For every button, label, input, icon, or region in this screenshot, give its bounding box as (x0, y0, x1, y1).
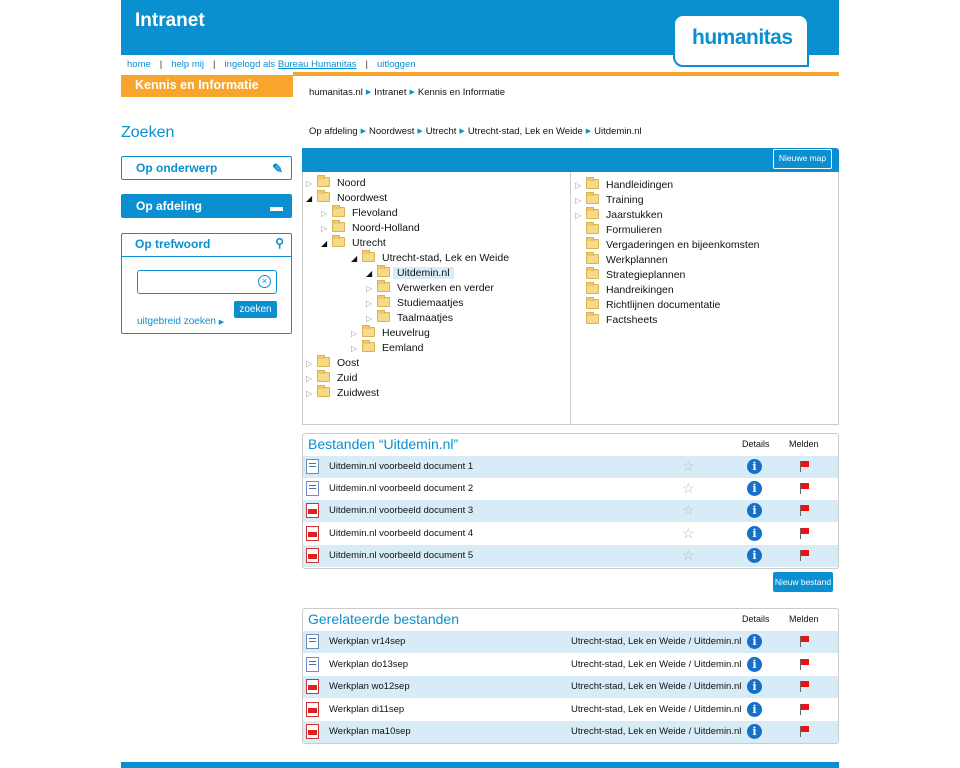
advanced-search-link[interactable] (137, 316, 224, 327)
file-name[interactable]: Uitdemin.nl voorbeeld document 5 (329, 550, 474, 561)
tree-node-label: Utrecht-stad, Lek en Weide (382, 252, 510, 264)
breadcrumb-link[interactable]: Intranet (374, 87, 407, 98)
pdf-icon (306, 503, 319, 518)
expand-arrow-icon[interactable]: ▷ (306, 389, 313, 398)
info-icon[interactable]: i (747, 724, 762, 739)
pdf-icon (306, 548, 319, 563)
path-segment[interactable]: Utrecht (425, 126, 457, 137)
file-location[interactable]: Utrecht-stad, Lek en Weide / Uitdemin.nl (571, 704, 742, 715)
tree-node-label: Eemland (382, 342, 424, 354)
folder-icon (317, 177, 330, 187)
new-folder-button[interactable]: Nieuwe map (773, 149, 832, 169)
folder-icon (317, 372, 330, 382)
files-title: Bestanden “Uitdemin.nl” (308, 436, 459, 452)
folder-item-label: Strategieplannen (606, 269, 686, 281)
nav-help-link[interactable]: help mij (171, 59, 204, 70)
tree-node[interactable] (351, 341, 423, 356)
folder-icon (377, 267, 390, 277)
search-by-keyword-label: Op trefwoord (135, 237, 211, 251)
tree-node[interactable] (351, 251, 509, 266)
expand-arrow-icon[interactable]: ▷ (321, 209, 328, 218)
path-segment[interactable]: Noordwest (368, 126, 415, 137)
folder-icon (332, 222, 345, 232)
flag-icon[interactable] (800, 528, 810, 539)
folder-item-label: Training (606, 194, 644, 206)
panel-divider (570, 172, 571, 425)
collapse-arrow-icon[interactable]: ◢ (321, 239, 328, 248)
nav-home-link[interactable]: home (127, 59, 151, 70)
doc-icon (306, 657, 319, 672)
doc-icon (306, 481, 319, 496)
doc-icon (306, 634, 319, 649)
tree-node-label: Studiemaatjes (397, 297, 464, 309)
flag-icon[interactable] (800, 505, 810, 516)
folder-icon (377, 312, 390, 322)
info-icon[interactable]: i (747, 459, 762, 474)
breadcrumb-arrow-icon: ▶ (409, 89, 415, 96)
tree-node[interactable] (306, 371, 357, 386)
tree-node-label: Flevoland (352, 207, 398, 219)
top-nav (127, 59, 416, 70)
file-row[interactable] (303, 523, 838, 545)
flag-icon[interactable] (800, 636, 810, 647)
folder-item[interactable] (575, 208, 663, 223)
expand-arrow-icon[interactable]: ▷ (306, 179, 313, 188)
search-by-subject-label: Op onderwerp (136, 161, 218, 175)
tree-node[interactable] (351, 326, 430, 341)
folder-item[interactable] (575, 268, 685, 283)
info-icon[interactable]: i (747, 679, 762, 694)
info-icon[interactable]: i (747, 702, 762, 717)
folder-icon (586, 269, 599, 279)
folder-item-label: Factsheets (606, 314, 658, 326)
breadcrumb-arrow-icon: ▶ (365, 89, 372, 96)
folder-item[interactable] (575, 253, 668, 268)
star-icon[interactable]: ☆ (682, 547, 695, 563)
expand-arrow-icon[interactable]: ▷ (351, 344, 358, 353)
related-col-details: Details (742, 614, 770, 624)
pencil-icon: ✎ (272, 161, 283, 176)
expand-arrow-icon[interactable]: ▷ (351, 329, 358, 338)
folder-item-label: Handleidingen (606, 179, 674, 191)
file-name[interactable]: Werkplan do13sep (329, 659, 409, 670)
collapse-arrow-icon[interactable]: ◢ (366, 269, 373, 278)
tree-node[interactable] (321, 206, 398, 221)
related-row[interactable] (303, 676, 838, 698)
nav-separator: | (365, 59, 368, 70)
tree-node-label: Heuvelrug (382, 327, 430, 339)
related-row[interactable] (303, 699, 838, 721)
tree-node[interactable] (366, 296, 464, 311)
folder-icon (586, 284, 599, 294)
file-name[interactable]: Uitdemin.nl voorbeeld document 2 (329, 483, 474, 494)
tree-node[interactable] (306, 191, 387, 206)
files-col-report: Melden (789, 439, 819, 449)
related-col-report: Melden (789, 614, 819, 624)
search-by-department-label: Op afdeling (136, 199, 202, 213)
folder-item[interactable] (575, 223, 662, 238)
tree-node-selected[interactable] (366, 266, 454, 281)
folder-icon (377, 282, 390, 292)
tree-node[interactable] (321, 221, 420, 236)
tree-node-label: Verwerken en verder (397, 282, 494, 294)
file-name[interactable]: Uitdemin.nl voorbeeld document 3 (329, 505, 474, 516)
nav-logout-link[interactable]: uitloggen (376, 59, 416, 70)
folder-item[interactable] (575, 313, 657, 328)
related-row[interactable] (303, 631, 838, 653)
footer-bar (121, 762, 839, 768)
expand-arrow-icon[interactable]: ▷ (306, 359, 313, 368)
pdf-icon (306, 724, 319, 739)
folder-icon (332, 237, 345, 247)
tree-node-label: Noord (337, 177, 366, 189)
folder-icon (332, 207, 345, 217)
file-row[interactable] (303, 456, 838, 478)
path-arrow-icon: ▶ (585, 128, 592, 135)
tree-node[interactable] (366, 311, 453, 326)
flag-icon[interactable] (800, 550, 810, 561)
folder-icon (586, 179, 599, 189)
folder-item[interactable] (575, 298, 720, 313)
tree-node-label: Taalmaatjes (397, 312, 454, 324)
tree-node[interactable] (306, 386, 379, 401)
pdf-icon (306, 702, 319, 717)
info-icon[interactable]: i (747, 634, 762, 649)
file-name[interactable]: Werkplan ma10sep (329, 726, 411, 737)
folder-item-label: Handreikingen (606, 284, 674, 296)
advanced-search-label: uitgebreid zoeken (137, 316, 216, 327)
folder-icon (362, 342, 375, 352)
expand-arrow-icon[interactable]: ▷ (366, 299, 373, 308)
folder-icon (586, 239, 599, 249)
expand-arrow-icon[interactable]: ▷ (575, 196, 582, 205)
folder-icon (586, 209, 599, 219)
nav-separator: | (212, 59, 216, 70)
keyword-search-input[interactable] (137, 270, 277, 294)
tree-node-label: Noord-Holland (352, 222, 420, 234)
related-title: Gerelateerde bestanden (308, 611, 459, 627)
expand-arrow-icon[interactable]: ▷ (575, 211, 582, 220)
clear-icon[interactable]: × (258, 275, 271, 288)
tree-node-label: Noordwest (337, 192, 388, 204)
path-segment[interactable]: Op afdeling (309, 126, 358, 137)
logo-text: humanitas (692, 26, 793, 49)
expand-arrow-icon[interactable]: ▷ (366, 314, 373, 323)
file-name[interactable]: Werkplan vr14sep (329, 636, 406, 647)
info-icon[interactable]: i (747, 548, 762, 563)
nav-logged-in-label: ingelogd als (224, 59, 276, 70)
breadcrumb-current: Kennis en Informatie (417, 87, 506, 98)
file-row[interactable] (303, 545, 838, 567)
collapse-arrow-icon[interactable]: ◢ (306, 194, 313, 203)
folder-icon (317, 192, 330, 202)
search-by-keyword-button[interactable] (121, 233, 292, 257)
magnifier-icon: ⚲ (275, 236, 284, 250)
files-col-details: Details (742, 439, 770, 449)
folder-item[interactable] (575, 283, 674, 298)
file-location[interactable]: Utrecht-stad, Lek en Weide / Uitdemin.nl (571, 636, 742, 647)
search-by-subject-button[interactable] (121, 156, 292, 180)
path-segment[interactable]: Utrecht-stad, Lek en Weide (467, 126, 583, 137)
info-icon[interactable]: i (747, 657, 762, 672)
tree-node-label: Zuidwest (337, 387, 380, 399)
path-arrow-icon: ▶ (360, 128, 366, 135)
folder-icon (362, 327, 375, 337)
file-location[interactable]: Utrecht-stad, Lek en Weide / Uitdemin.nl (571, 659, 742, 670)
related-row[interactable] (303, 721, 838, 743)
path-segment-current: Uitdemin.nl (594, 126, 642, 137)
tree-node-label: Utrecht (352, 237, 386, 249)
nav-separator: | (159, 59, 163, 70)
flag-icon[interactable] (800, 726, 810, 737)
star-icon[interactable]: ☆ (682, 458, 695, 474)
path-arrow-icon: ▶ (417, 128, 423, 135)
flag-icon[interactable] (800, 483, 810, 494)
flag-icon[interactable] (800, 681, 810, 692)
search-button[interactable]: zoeken (234, 301, 277, 318)
star-icon[interactable]: ☆ (682, 502, 695, 518)
folder-icon (377, 297, 390, 307)
tree-node[interactable] (306, 356, 359, 371)
info-icon[interactable]: i (747, 526, 762, 541)
info-icon[interactable]: i (747, 503, 762, 518)
folder-item[interactable] (575, 193, 644, 208)
sidebar-title: Zoeken (121, 124, 175, 141)
app-title: Intranet (135, 10, 205, 31)
folder-item[interactable] (575, 238, 760, 253)
section-tab[interactable]: Kennis en Informatie (121, 75, 293, 97)
folder-item-label: Vergaderingen en bijeenkomsten (606, 239, 760, 251)
expand-arrow-icon[interactable]: ▷ (321, 224, 328, 233)
search-by-department-button[interactable] (121, 194, 292, 218)
nav-user-link[interactable]: Bureau Humanitas (277, 59, 357, 70)
expand-arrow-icon[interactable]: ▷ (575, 181, 582, 190)
tree-node[interactable] (321, 236, 386, 251)
folder-item-label: Werkplannen (606, 254, 668, 266)
folder-icon (586, 299, 599, 309)
tree-node[interactable] (306, 176, 366, 191)
expand-arrow-icon[interactable]: ▷ (306, 374, 313, 383)
info-icon[interactable]: i (747, 481, 762, 496)
arrow-right-icon: ▶ (218, 319, 225, 326)
folder-path (309, 126, 642, 137)
flag-icon[interactable] (800, 704, 810, 715)
pdf-icon (306, 526, 319, 541)
accent-line (293, 72, 839, 76)
tree-node-label: Zuid (337, 372, 358, 384)
expand-arrow-icon[interactable]: ▷ (366, 284, 373, 293)
folder-icon (586, 254, 599, 264)
folder-icon (586, 194, 599, 204)
collapse-arrow-icon[interactable]: ◢ (351, 254, 358, 263)
tree-node[interactable] (366, 281, 494, 296)
tree-node-label: Oost (337, 357, 360, 369)
pdf-icon (306, 679, 319, 694)
file-name[interactable]: Werkplan di11sep (329, 704, 405, 715)
folder-icon (362, 252, 375, 262)
flag-icon[interactable] (800, 461, 810, 472)
breadcrumb (309, 87, 505, 98)
folder-toolbar (302, 148, 839, 172)
file-row[interactable] (303, 478, 838, 500)
folder-icon (586, 314, 599, 324)
file-name[interactable]: Werkplan wo12sep (329, 681, 410, 692)
folder-item[interactable] (575, 178, 673, 193)
doc-icon (306, 459, 319, 474)
folder-item-label: Formulieren (606, 224, 663, 236)
file-name[interactable]: Uitdemin.nl voorbeeld document 1 (329, 461, 474, 472)
new-file-button[interactable]: Nieuw bestand (773, 572, 833, 592)
tree-node-label: Uitdemin.nl (393, 267, 454, 279)
breadcrumb-link[interactable]: humanitas.nl (309, 87, 363, 98)
related-row[interactable] (303, 654, 838, 676)
file-location[interactable]: Utrecht-stad, Lek en Weide / Uitdemin.nl (571, 681, 742, 692)
folder-item-label: Richtlijnen documentatie (606, 299, 721, 311)
file-location[interactable]: Utrecht-stad, Lek en Weide / Uitdemin.nl (571, 726, 742, 737)
folder-icon (586, 224, 599, 234)
path-arrow-icon: ▶ (459, 128, 465, 135)
folder-icon: ▬ (270, 199, 283, 214)
folder-item-label: Jaarstukken (606, 209, 663, 221)
flag-icon[interactable] (800, 659, 810, 670)
folder-icon (317, 387, 330, 397)
star-icon[interactable]: ☆ (682, 480, 695, 496)
file-name[interactable]: Uitdemin.nl voorbeeld document 4 (329, 528, 474, 539)
star-icon[interactable]: ☆ (682, 525, 695, 541)
file-row[interactable] (303, 500, 838, 522)
folder-icon (317, 357, 330, 367)
